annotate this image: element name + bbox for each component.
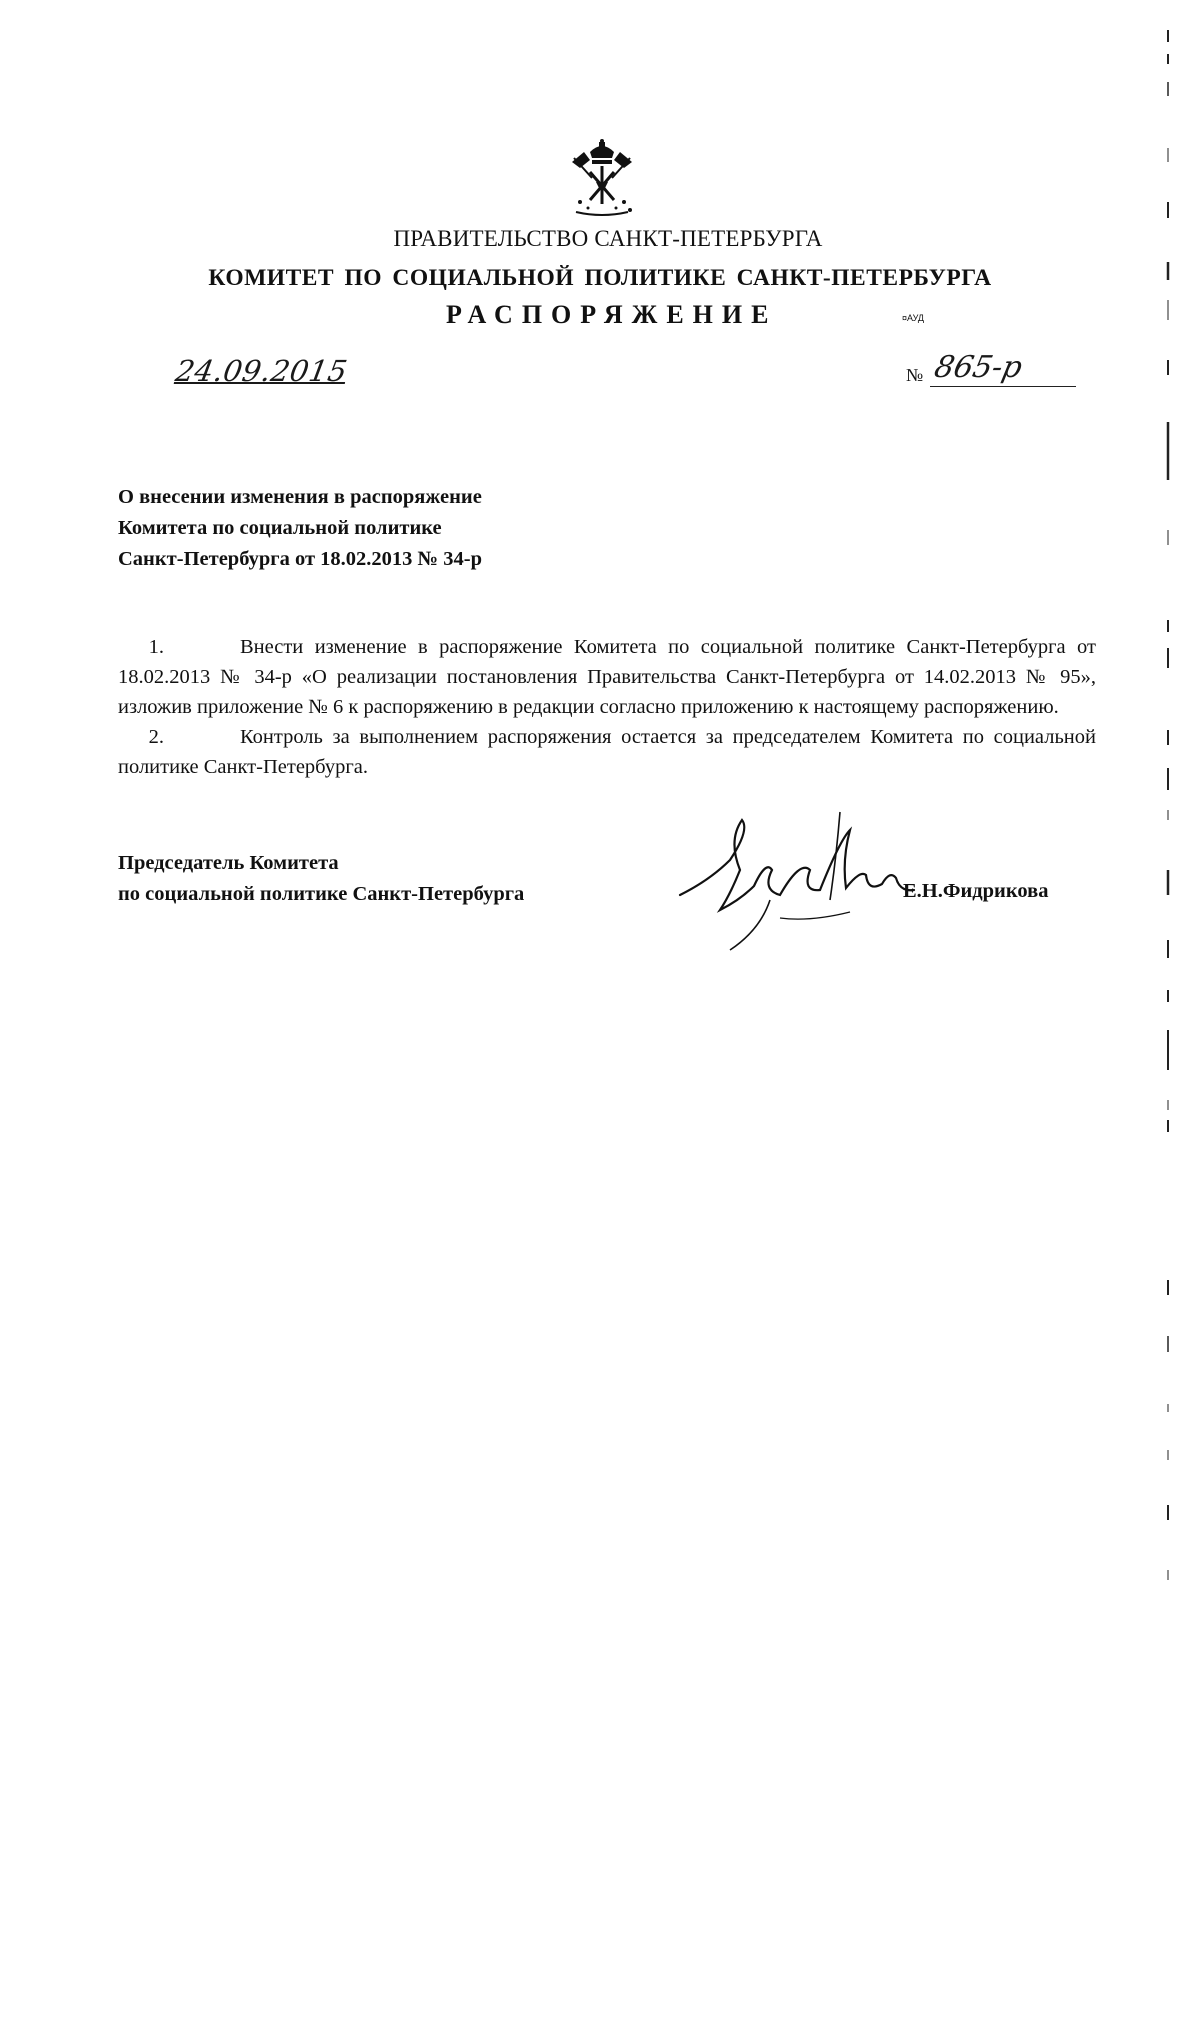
document-subject [118,482,482,575]
subject-line: Комитета по социальной политике [118,517,442,539]
signer-position [118,848,524,910]
scan-edge-marks-icon [1158,0,1178,2017]
subject-line: Санкт-Петербурга от 18.02.2013 № 34-р [118,548,482,570]
registration-mark: ¤АУД [902,313,925,323]
signer-name: Е.Н.Фидрикова [903,880,1049,902]
government-name: ПРАВИТЕЛЬСТВО САНКТ-ПЕТЕРБУРГА [393,226,823,251]
handwritten-signature-icon [670,800,940,970]
body-item [118,722,1096,782]
item-text: Внести изменение в распоряжение Комитета по социальной политике Санкт-Петербурга от 18.02.2013 № 34-р «О реализации постановления Правительства Санкт-Петербурга от 14.02.2013 № 95», изложив приложение № 6 к распоряжению в редакции согласно приложению к настоящему распоряжению. [118,636,1096,718]
document-body [118,632,1096,782]
document-type: РАСПОРЯЖЕНИЕ [446,300,778,329]
item-number: 2. [148,726,164,748]
item-text: Контроль за выполнением распоряжения остается за председателем Комитета по социальной политике Санкт-Петербурга. [118,726,1096,778]
coat-of-arms-icon [566,138,638,220]
document-date: 24.09.2015 [173,354,351,388]
document-number: 865-р [931,350,1026,385]
subject-line: О внесении изменения в распоряжение [118,486,482,508]
item-number: 1. [148,636,164,658]
number-underline [930,386,1076,387]
number-sign: № [906,365,924,385]
signer-position-line: Председатель Комитета [118,852,339,874]
committee-name: КОМИТЕТ ПО СОЦИАЛЬНОЙ ПОЛИТИКЕ САНКТ-ПЕТЕРБУРГА [208,265,992,291]
body-item [118,632,1096,722]
signer-position-line: по социальной политике Санкт-Петербурга [118,883,525,905]
